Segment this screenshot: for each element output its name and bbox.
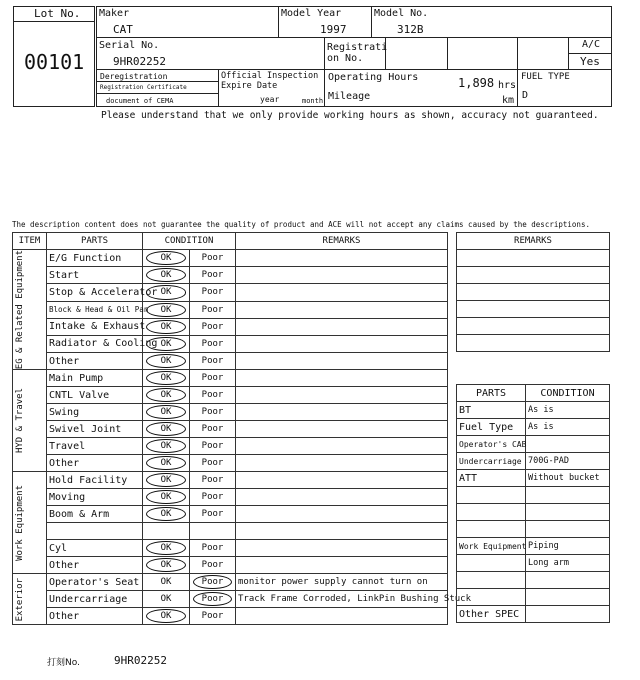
- remark-cell: [236, 455, 448, 472]
- ok-label: OK: [160, 492, 172, 503]
- poor-label: Poor: [201, 338, 224, 349]
- table-row: [13, 523, 448, 540]
- ok-label: OK: [160, 373, 172, 384]
- part-name: Undercarriage: [47, 591, 143, 608]
- condition-poor: [190, 472, 236, 489]
- part-name: Hold Facility: [47, 472, 143, 489]
- spec-row: [457, 521, 610, 538]
- poor-label: Poor: [201, 441, 224, 452]
- table-row: [13, 353, 448, 370]
- registration-label: Registrati on No.: [327, 42, 388, 64]
- condition-ok: [143, 404, 190, 421]
- spec-part: [457, 487, 526, 504]
- poor-label: Poor: [201, 270, 224, 281]
- poor-label: Poor: [201, 543, 224, 554]
- table-row: [13, 267, 448, 284]
- item-header: ITEM: [13, 233, 47, 250]
- condition-poor: [190, 574, 236, 591]
- spec-table: [456, 384, 610, 623]
- operating-hours-label: Operating Hours: [328, 72, 419, 83]
- poor-label: Poor: [201, 321, 224, 332]
- poor-label: Poor: [201, 611, 224, 622]
- ok-label: OK: [160, 509, 172, 520]
- mileage-label: Mileage: [328, 91, 371, 102]
- ok-label: OK: [160, 475, 172, 486]
- part-name: Other: [47, 455, 143, 472]
- spec-condition: [526, 436, 610, 453]
- poor-label: Poor: [201, 373, 224, 384]
- part-name: Other: [47, 608, 143, 625]
- table-row: [13, 421, 448, 438]
- part-name: Radiator & Cooling: [47, 335, 143, 352]
- condition-poor: [190, 506, 236, 523]
- spec-row: [457, 504, 610, 521]
- condition-poor: [190, 318, 236, 335]
- lot-number: 00101: [24, 50, 85, 74]
- spec-condition: As is: [526, 419, 610, 436]
- cema-label: document of CEMA: [106, 97, 174, 105]
- operating-hours-value: 1,898: [458, 76, 495, 90]
- table-row: [13, 318, 448, 335]
- remarks-header: REMARKS: [236, 233, 448, 250]
- spec-part: Other SPEC: [457, 606, 526, 623]
- fuel-type-label: FUEL TYPE: [521, 72, 570, 82]
- poor-label: Poor: [201, 407, 224, 418]
- spec-row: [457, 402, 610, 419]
- remark-cell: [236, 404, 448, 421]
- remark-cell: [236, 250, 448, 267]
- hrs-unit: hrs: [498, 80, 517, 91]
- spec-row: [457, 572, 610, 589]
- table-row: [13, 574, 448, 591]
- condition-ok: [143, 574, 190, 591]
- spec-part: [457, 589, 526, 606]
- table-row: [13, 335, 448, 352]
- condition-ok: [143, 335, 190, 352]
- table-row: [13, 370, 448, 387]
- condition-ok: [143, 557, 190, 574]
- condition-ok: [143, 523, 190, 540]
- part-name: Operator's Seat: [47, 574, 143, 591]
- remark-cell: [236, 353, 448, 370]
- condition-ok: [143, 318, 190, 335]
- spec-row: [457, 470, 610, 487]
- poor-label: Poor: [201, 509, 224, 520]
- poor-label: Poor: [201, 475, 224, 486]
- model-year-label: Model Year: [281, 8, 342, 19]
- poor-label: Poor: [201, 390, 224, 401]
- remark-cell: [236, 318, 448, 335]
- spec-condition-header: CONDITION: [526, 385, 610, 402]
- item-group-label: [13, 574, 47, 625]
- model-year-value: 1997: [320, 23, 347, 36]
- part-name: Main Pump: [47, 370, 143, 387]
- condition-poor: [190, 557, 236, 574]
- poor-label: Poor: [201, 287, 224, 298]
- ok-label: OK: [160, 270, 172, 281]
- remark-cell: [236, 284, 448, 301]
- disclaimer-text: The description content does not guarantee the quality of product and ACE will not accept any claims caused by the descriptions.: [12, 220, 590, 229]
- side-remarks-row: [457, 335, 610, 352]
- part-name: CNTL Valve: [47, 387, 143, 404]
- condition-poor: [190, 455, 236, 472]
- model-no-label: Model No.: [374, 8, 429, 19]
- table-row: [13, 557, 448, 574]
- condition-ok: [143, 506, 190, 523]
- spec-condition: As is: [526, 402, 610, 419]
- stamp-value: 9HR02252: [114, 654, 167, 667]
- item-group-label: [13, 250, 47, 370]
- ok-label: OK: [160, 543, 172, 554]
- official-inspection-label: Official Inspection Expire Date: [221, 71, 319, 91]
- spec-condition: [526, 606, 610, 623]
- remark-cell: [236, 608, 448, 625]
- hours-note: Please understand that we only provide working hours as shown, accuracy not guaranteed.: [101, 110, 599, 121]
- condition-ok: [143, 387, 190, 404]
- spec-part: Fuel Type: [457, 419, 526, 436]
- part-name: Boom & Arm: [47, 506, 143, 523]
- remark-cell: [236, 421, 448, 438]
- spec-row: [457, 589, 610, 606]
- part-name: Block & Head & Oil Pan: [47, 301, 143, 318]
- poor-label: Poor: [201, 560, 224, 571]
- year-label: year: [260, 95, 280, 104]
- item-group-text: Exterior: [15, 577, 25, 621]
- remark-cell: [236, 506, 448, 523]
- ok-label: OK: [160, 441, 172, 452]
- item-group-label: [13, 472, 47, 574]
- lot-label: Lot No.: [34, 7, 81, 20]
- remark-cell: [236, 540, 448, 557]
- part-name: Moving: [47, 489, 143, 506]
- ok-label: OK: [160, 407, 172, 418]
- spec-condition: 700G-PAD: [526, 453, 610, 470]
- ok-label: OK: [160, 611, 172, 622]
- side-remarks-row: [457, 267, 610, 284]
- part-name: Swivel Joint: [47, 421, 143, 438]
- spec-row: [457, 606, 610, 623]
- serial-label: Serial No.: [99, 40, 160, 51]
- poor-label: Poor: [201, 304, 224, 315]
- remark-cell: [236, 387, 448, 404]
- side-remarks-row: [457, 301, 610, 318]
- poor-label: Poor: [201, 356, 224, 367]
- remark-cell: Track Frame Corroded, LinkPin Bushing Stuck: [236, 591, 448, 608]
- remark-cell: [236, 438, 448, 455]
- condition-poor: [190, 608, 236, 625]
- remark-cell: [236, 557, 448, 574]
- remark-cell: [236, 267, 448, 284]
- serial-value: 9HR02252: [113, 55, 166, 68]
- part-name: Travel: [47, 438, 143, 455]
- spec-condition: [526, 521, 610, 538]
- ok-label: OK: [160, 321, 172, 332]
- spec-condition: [526, 504, 610, 521]
- month-label: month: [302, 97, 324, 105]
- ok-label: OK: [160, 338, 172, 349]
- condition-poor: [190, 250, 236, 267]
- ok-label: OK: [160, 424, 172, 435]
- side-remarks-table: [456, 232, 610, 352]
- condition-ok: [143, 301, 190, 318]
- condition-poor: [190, 540, 236, 557]
- spec-row: [457, 487, 610, 504]
- condition-ok: [143, 540, 190, 557]
- poor-label: Poor: [201, 253, 224, 264]
- item-group-text: HYD & Travel: [15, 388, 25, 454]
- condition-poor: [190, 267, 236, 284]
- side-remarks-row: [457, 318, 610, 335]
- table-row: [13, 489, 448, 506]
- condition-ok: [143, 489, 190, 506]
- table-row: [13, 506, 448, 523]
- poor-label: Poor: [201, 594, 224, 605]
- part-name: Start: [47, 267, 143, 284]
- condition-ok: [143, 250, 190, 267]
- spec-condition: Long arm: [526, 555, 610, 572]
- ok-label: OK: [160, 577, 172, 588]
- spec-part: [457, 504, 526, 521]
- table-row: [13, 387, 448, 404]
- poor-label: Poor: [201, 458, 224, 469]
- condition-header: CONDITION: [143, 233, 236, 250]
- table-row: [13, 540, 448, 557]
- condition-poor: [190, 284, 236, 301]
- fuel-type-value: D: [522, 90, 529, 101]
- table-row: [13, 404, 448, 421]
- condition-ok: [143, 370, 190, 387]
- ok-label: OK: [160, 594, 172, 605]
- poor-label: Poor: [201, 492, 224, 503]
- part-name: Other: [47, 557, 143, 574]
- ok-label: OK: [160, 304, 172, 315]
- condition-poor: [190, 438, 236, 455]
- poor-label: Poor: [201, 424, 224, 435]
- part-name: Intake & Exhaust: [47, 318, 143, 335]
- part-name: Stop & Accelerator: [47, 284, 143, 301]
- table-row: [13, 284, 448, 301]
- condition-ok: [143, 353, 190, 370]
- ok-label: OK: [160, 287, 172, 298]
- table-row: [13, 250, 448, 267]
- condition-ok: [143, 591, 190, 608]
- part-name: E/G Function: [47, 250, 143, 267]
- condition-ok: [143, 438, 190, 455]
- spec-condition: [526, 487, 610, 504]
- part-name: Cyl: [47, 540, 143, 557]
- ok-label: OK: [160, 390, 172, 401]
- condition-poor: [190, 387, 236, 404]
- deregistration-label: Deregistration: [100, 72, 168, 81]
- side-remarks-row: [457, 284, 610, 301]
- ok-label: OK: [160, 356, 172, 367]
- spec-row: [457, 436, 610, 453]
- condition-poor: [190, 301, 236, 318]
- spec-part: [457, 555, 526, 572]
- part-name: [47, 523, 143, 540]
- condition-ok: [143, 267, 190, 284]
- spec-row: [457, 453, 610, 470]
- poor-label: Poor: [201, 577, 224, 588]
- remark-cell: monitor power supply cannot turn on: [236, 574, 448, 591]
- ok-label: OK: [160, 458, 172, 469]
- table-row: [13, 591, 448, 608]
- remark-cell: [236, 335, 448, 352]
- remark-cell: [236, 301, 448, 318]
- table-row: [13, 301, 448, 318]
- ac-value: Yes: [580, 55, 600, 68]
- model-no-value: 312B: [397, 23, 424, 36]
- stamp-label: 打刻No.: [47, 658, 80, 668]
- reg-cert-label: Registration Certificate: [100, 84, 187, 91]
- parts-header: PARTS: [47, 233, 143, 250]
- km-unit: km: [502, 95, 515, 106]
- condition-poor: [190, 489, 236, 506]
- condition-poor: [190, 335, 236, 352]
- condition-ok: [143, 608, 190, 625]
- table-row: [13, 472, 448, 489]
- spec-part: ATT: [457, 470, 526, 487]
- spec-condition: [526, 572, 610, 589]
- table-row: [13, 438, 448, 455]
- spec-row: [457, 538, 610, 555]
- spec-condition: Without bucket: [526, 470, 610, 487]
- spec-condition: [526, 589, 610, 606]
- table-row: [13, 455, 448, 472]
- spec-part: Undercarriage: [457, 453, 526, 470]
- spec-row: [457, 419, 610, 436]
- spec-row: [457, 555, 610, 572]
- item-group-label: [13, 370, 47, 472]
- condition-ok: [143, 284, 190, 301]
- item-group-text: EG & Related Equipment: [15, 250, 25, 370]
- condition-poor: [190, 421, 236, 438]
- spec-parts-header: PARTS: [457, 385, 526, 402]
- maker-value: CAT: [113, 23, 133, 36]
- spec-part: [457, 572, 526, 589]
- ac-label: A/C: [582, 39, 601, 50]
- part-name: Other: [47, 353, 143, 370]
- remark-cell: [236, 489, 448, 506]
- condition-poor: [190, 404, 236, 421]
- table-row: [13, 608, 448, 625]
- remark-cell: [236, 523, 448, 540]
- condition-ok: [143, 455, 190, 472]
- remark-cell: [236, 472, 448, 489]
- spec-part: Operator's CAB: [457, 436, 526, 453]
- side-remarks-row: [457, 250, 610, 267]
- condition-poor: [190, 353, 236, 370]
- maker-label: Maker: [99, 8, 130, 19]
- ok-label: OK: [160, 253, 172, 264]
- condition-poor: [190, 370, 236, 387]
- condition-ok: [143, 421, 190, 438]
- spec-condition: Piping: [526, 538, 610, 555]
- part-name: Swing: [47, 404, 143, 421]
- side-remarks-header: REMARKS: [457, 233, 610, 250]
- ok-label: OK: [160, 560, 172, 571]
- spec-part: Work Equipment: [457, 538, 526, 555]
- item-group-text: Work Equipment: [15, 484, 25, 561]
- condition-ok: [143, 472, 190, 489]
- condition-poor: [190, 523, 236, 540]
- spec-part: BT: [457, 402, 526, 419]
- remark-cell: [236, 370, 448, 387]
- spec-part: [457, 521, 526, 538]
- condition-poor: [190, 591, 236, 608]
